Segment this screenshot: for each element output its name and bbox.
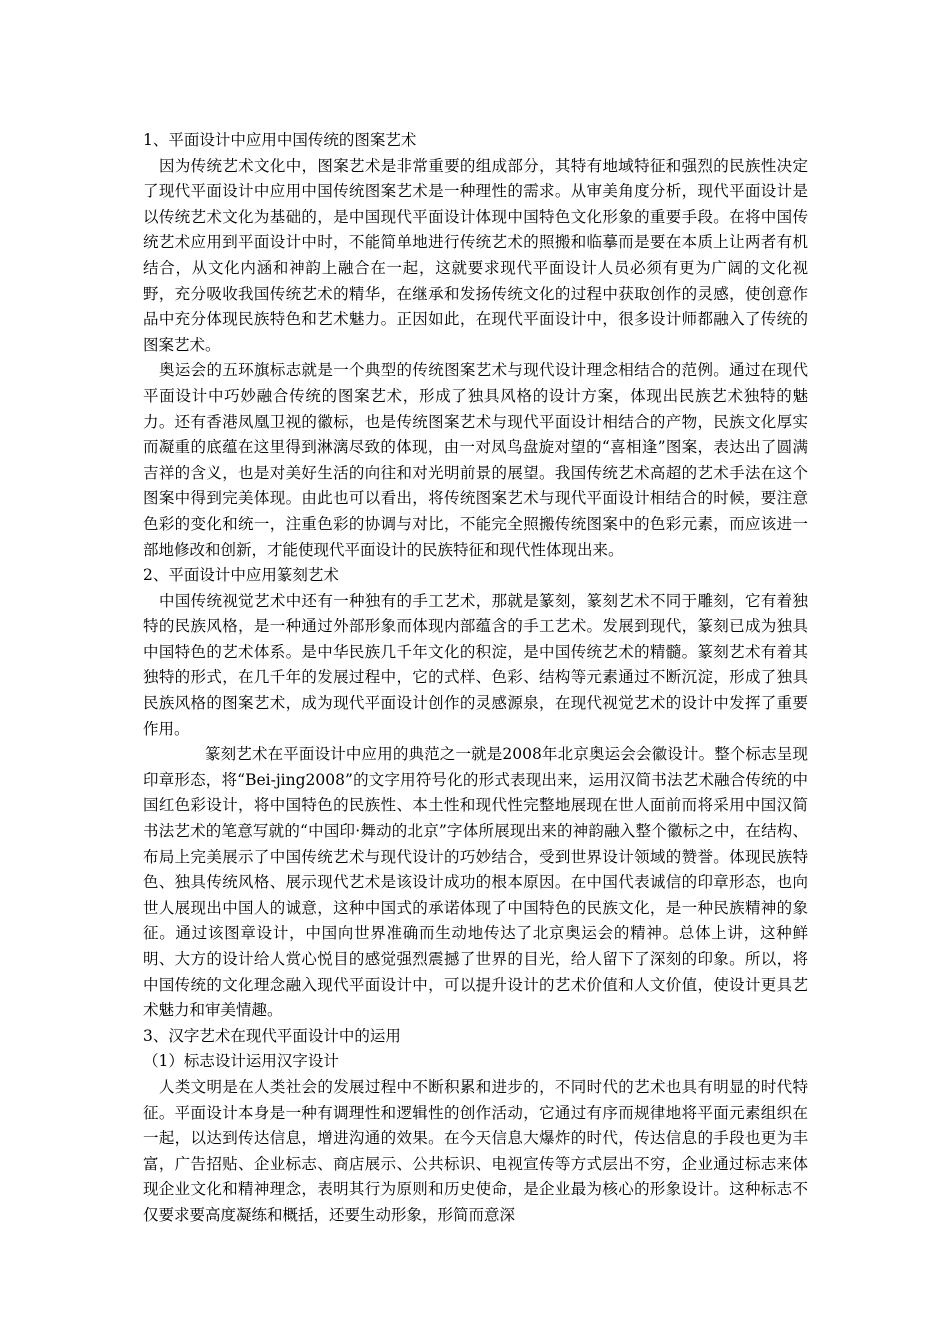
section-heading-2: 2、平面设计中应用篆刻艺术 <box>143 566 339 585</box>
paragraph: 中国传统视觉艺术中还有一种独有的手工艺术，那就是篆刻，篆刻艺术不同于雕刻，它有着独特的民族风格，是一种通过外部形象而体现内部蕴含的手工艺术。发展到现代，篆刻已成为独具中国特色的艺术体系。是中华民族几千年文化的积淀，是中国传统艺术的精髓。篆刻艺术有着其独特的形式，在几千年的发展过程中，它的式样、色彩、结构等元素通过不断沉淀，形成了独具民族风格的图案艺术，成为现代平面设计创作的灵感源泉，在现代视觉艺术的设计中发挥了重要作用。 <box>143 591 808 738</box>
document-body <box>143 128 808 1229</box>
sub-heading: （1）标志设计运用汉字设计 <box>143 1052 339 1071</box>
section-heading-3: 3、汉字艺术在现代平面设计中的运用 <box>143 1026 401 1045</box>
paragraph: 因为传统艺术文化中，图案艺术是非常重要的组成部分，其特有地域特征和强烈的民族性决定了现代平面设计中应用中国传统图案艺术是一种理性的需求。从审美角度分析，现代平面设计是以传统艺术文化为基础的，是中国现代平面设计体现中国特色文化形象的重要手段。在将中国传统艺术应用到平面设计中时，不能简单地进行传统艺术的照搬和临摹而是要在本质上让两者有机结合，从文化内涵和神韵上融合在一起，这就要求现代平面设计人员必须有更为广阔的文化视野，充分吸收我国传统艺术的精华，在继承和发扬传统文化的过程中获取创作的灵感，使创意作品中充分体现民族特色和艺术魅力。正因如此，在现代平面设计中，很多设计师都融入了传统的图案艺术。 <box>143 156 808 354</box>
paragraph: 篆刻艺术在平面设计中应用的典范之一就是2008年北京奥运会会徽设计。整个标志呈现印章形态，将“Bei-jing2008”的文字用符号化的形式表现出来，运用汉简书法艺术融合传统的中国红色彩设计，将中国特色的民族性、本土性和现代性完整地展现在世人面前而将采用中国汉简书法艺术的笔意写就的“中国印·舞动的北京”字体所展现出来的神韵融入整个徽标之中，在结构、布局上完美展示了中国传统艺术与现代设计的巧妙结合，受到世界设计领域的赞誉。体现民族特色、独具传统风格、展示现代艺术是该设计成功的根本原因。在中国代表诚信的印章形态，也向世人展现出中国人的诚意，这种中国式的承诺体现了中国特色的民族文化，是一种民族精神的象征。通过该图章设计，中国向世界准确而生动地传达了北京奥运会的精神。总体上讲，这种鲜明、大方的设计给人赏心悦目的感觉强烈震撼了世界的目光，给人留下了深刻的印象。所以，将中国传统的文化理念融入现代平面设计中，可以提升设计的艺术价值和人文价值，使设计更具艺术魅力和审美情趣。 <box>143 745 808 1020</box>
paragraph: 人类文明是在人类社会的发展过程中不断积累和进步的，不同时代的艺术也具有明显的时代特征。平面设计本身是一种有调理性和逻辑性的创作活动，它通过有序而规律地将平面元素组织在一起，以达到传达信息，增进沟通的效果。在今天信息大爆炸的时代，传达信息的手段也更为丰富，广告招贴、企业标志、商店展示、公共标识、电视宣传等方式层出不穷，企业通过标志来体现企业文化和精神理念，表明其行为原则和历史使命，是企业最为核心的形象设计。这种标志不仅要求要高度凝练和概括，还要生动形象，形简而意深 <box>143 1077 808 1224</box>
section-heading-1: 1、平面设计中应用中国传统的图案艺术 <box>143 131 417 149</box>
paragraph: 奥运会的五环旗标志就是一个典型的传统图案艺术与现代设计理念相结合的范例。通过在现代平面设计中巧妙融合传统的图案艺术，形成了独具风格的设计方案，体现出民族艺术独特的魅力。还有香港凤凰卫视的徽标，也是传统图案艺术与现代平面设计相结合的产物，民族文化厚实而凝重的底蕴在这里得到淋漓尽致的体现，由一对凤鸟盘旋对望的“喜相逢”图案，表达出了圆满吉祥的含义，也是对美好生活的向往和对光明前景的展望。我国传统艺术高超的艺术手法在这个图案中得到完美体现。由此也可以看出，将传统图案艺术与现代平面设计相结合的时候，要注意色彩的变化和统一，注重色彩的协调与对比，不能完全照搬传统图案中的色彩元素，而应该进一部地修改和创新，才能使现代平面设计的民族特征和现代性体现出来。 <box>143 361 808 559</box>
